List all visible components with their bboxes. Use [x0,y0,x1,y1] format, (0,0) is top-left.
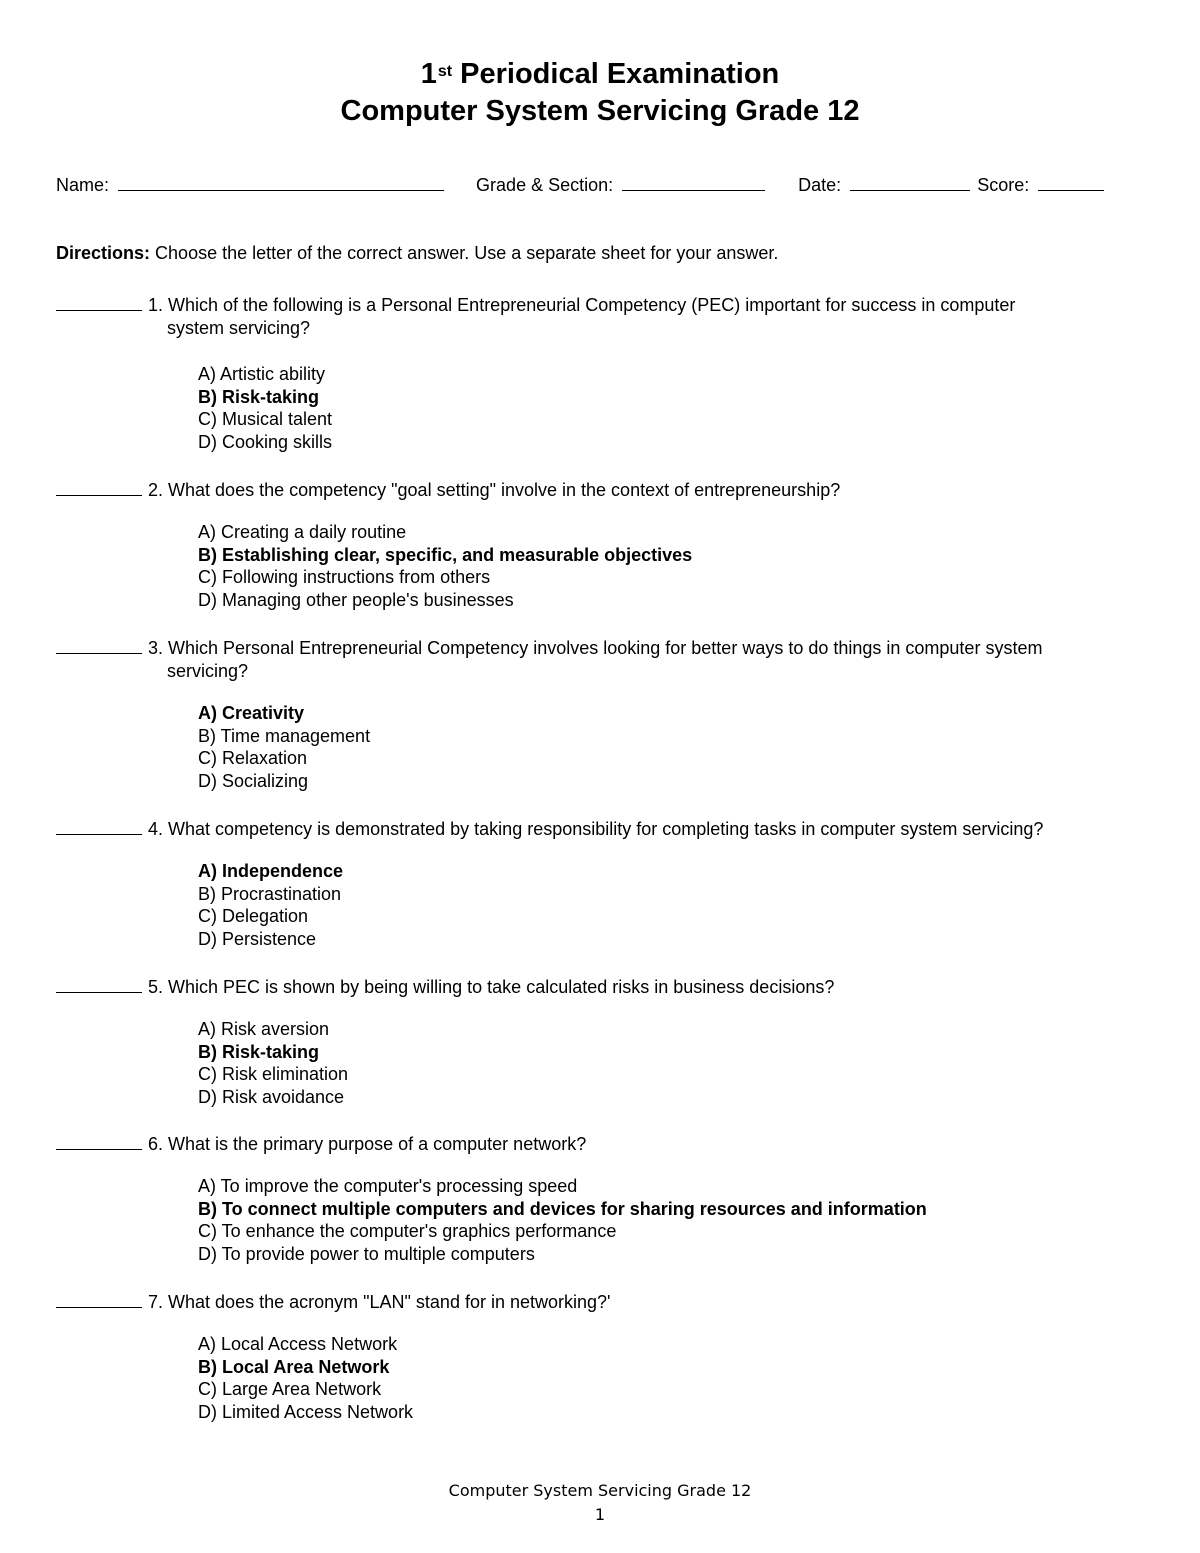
choice-b-correct: B) Establishing clear, specific, and measurable objectives [198,544,693,565]
question-2 [56,476,1146,502]
question-number: 1. [148,295,164,315]
title-superscript: st [437,63,453,80]
answer-blank [56,815,142,835]
question-3 [56,634,1146,683]
choices-5 [198,1018,348,1108]
directions-label: Directions: [56,243,151,263]
answer-blank [56,634,142,654]
choice-c: C) Relaxation [198,748,308,769]
choice-b-correct: B) Risk-taking [198,386,320,407]
choice-d: D) Managing other people's businesses [198,589,514,610]
date-field-line [850,172,970,191]
choice-d: D) Risk avoidance [198,1086,345,1107]
choice-b: B) Time management [198,725,371,746]
question-1 [56,291,1146,340]
choice-b: B) Procrastination [198,883,342,904]
question-text-continued: servicing? [167,661,249,681]
question-7 [56,1288,1146,1314]
choice-c: C) Large Area Network [198,1379,382,1400]
choice-a-correct: A) Independence [198,861,344,881]
choice-a: A) Artistic ability [198,364,326,384]
question-text: What competency is demonstrated by taking responsibility for completing tasks in computer system servicing? [168,819,1044,839]
choices-6 [198,1175,927,1265]
question-4 [56,815,1146,841]
choice-d: D) Limited Access Network [198,1401,414,1422]
answer-blank [56,1288,142,1308]
choice-c: C) Musical talent [198,409,333,430]
choices-2 [198,521,692,611]
date-label: Date: [798,175,842,195]
question-number: 7. [148,1292,164,1312]
question-number: 3. [148,638,164,658]
question-text: Which of the following is a Personal Entrepreneurial Competency (PEC) important for success in computer [168,295,1016,315]
question-text: Which Personal Entrepreneurial Competency involves looking for better ways to do things in computer system [168,638,1043,658]
student-info-row [56,172,1104,198]
directions [56,241,778,265]
question-6 [56,1130,1146,1156]
name-label: Name: [56,175,110,195]
choices-3 [198,702,370,792]
footer-page-number: 1 [594,1505,606,1524]
question-text: What does the competency "goal setting" involve in the context of entrepreneurship? [168,480,841,500]
choice-d: D) Cooking skills [198,431,333,452]
exam-subtitle: Computer System Servicing Grade 12 [340,95,860,127]
answer-blank [56,973,142,993]
question-number: 4. [148,819,164,839]
question-number: 6. [148,1134,164,1154]
choice-d: D) Socializing [198,770,309,791]
choice-b-correct: B) Local Area Network [198,1356,390,1377]
footer-course: Computer System Servicing Grade 12 [448,1481,752,1500]
answer-blank [56,291,142,311]
name-field-line [118,172,444,191]
choice-b-correct: B) Risk-taking [198,1041,320,1062]
score-label: Score: [977,175,1030,195]
choices-4 [198,860,343,950]
question-number: 5. [148,977,164,997]
choices-7 [198,1333,413,1423]
choice-a: A) Risk aversion [198,1019,330,1039]
choice-a-correct: A) Creativity [198,703,305,723]
question-number: 2. [148,480,164,500]
grade-section-field-line [622,172,765,191]
choice-c: C) To enhance the computer's graphics performance [198,1221,617,1242]
answer-blank [56,1130,142,1150]
choice-c: C) Delegation [198,906,309,927]
grade-section-label: Grade & Section: [476,175,614,195]
choice-a: A) Creating a daily routine [198,522,407,542]
choice-d: D) Persistence [198,928,317,949]
directions-text: Choose the letter of the correct answer. Use a separate sheet for your answer. [155,243,779,263]
choice-a: A) Local Access Network [198,1334,398,1354]
choice-b-correct: B) To connect multiple computers and devices for sharing resources and information [198,1198,927,1219]
question-text: Which PEC is shown by being willing to take calculated risks in business decisions? [168,977,835,997]
exam-title: 1st Periodical Examination [420,58,780,90]
choice-a: A) To improve the computer's processing speed [198,1176,578,1196]
question-text-continued: system servicing? [167,318,311,338]
choice-d: D) To provide power to multiple computers [198,1243,535,1264]
score-field-line [1038,172,1104,191]
choice-c: C) Following instructions from others [198,567,491,588]
question-text: What is the primary purpose of a computer network? [168,1134,587,1154]
answer-blank [56,476,142,496]
choices-1 [198,363,332,453]
question-5 [56,973,1146,999]
choice-c: C) Risk elimination [198,1064,349,1085]
question-text: What does the acronym "LAN" stand for in networking?' [168,1292,611,1312]
